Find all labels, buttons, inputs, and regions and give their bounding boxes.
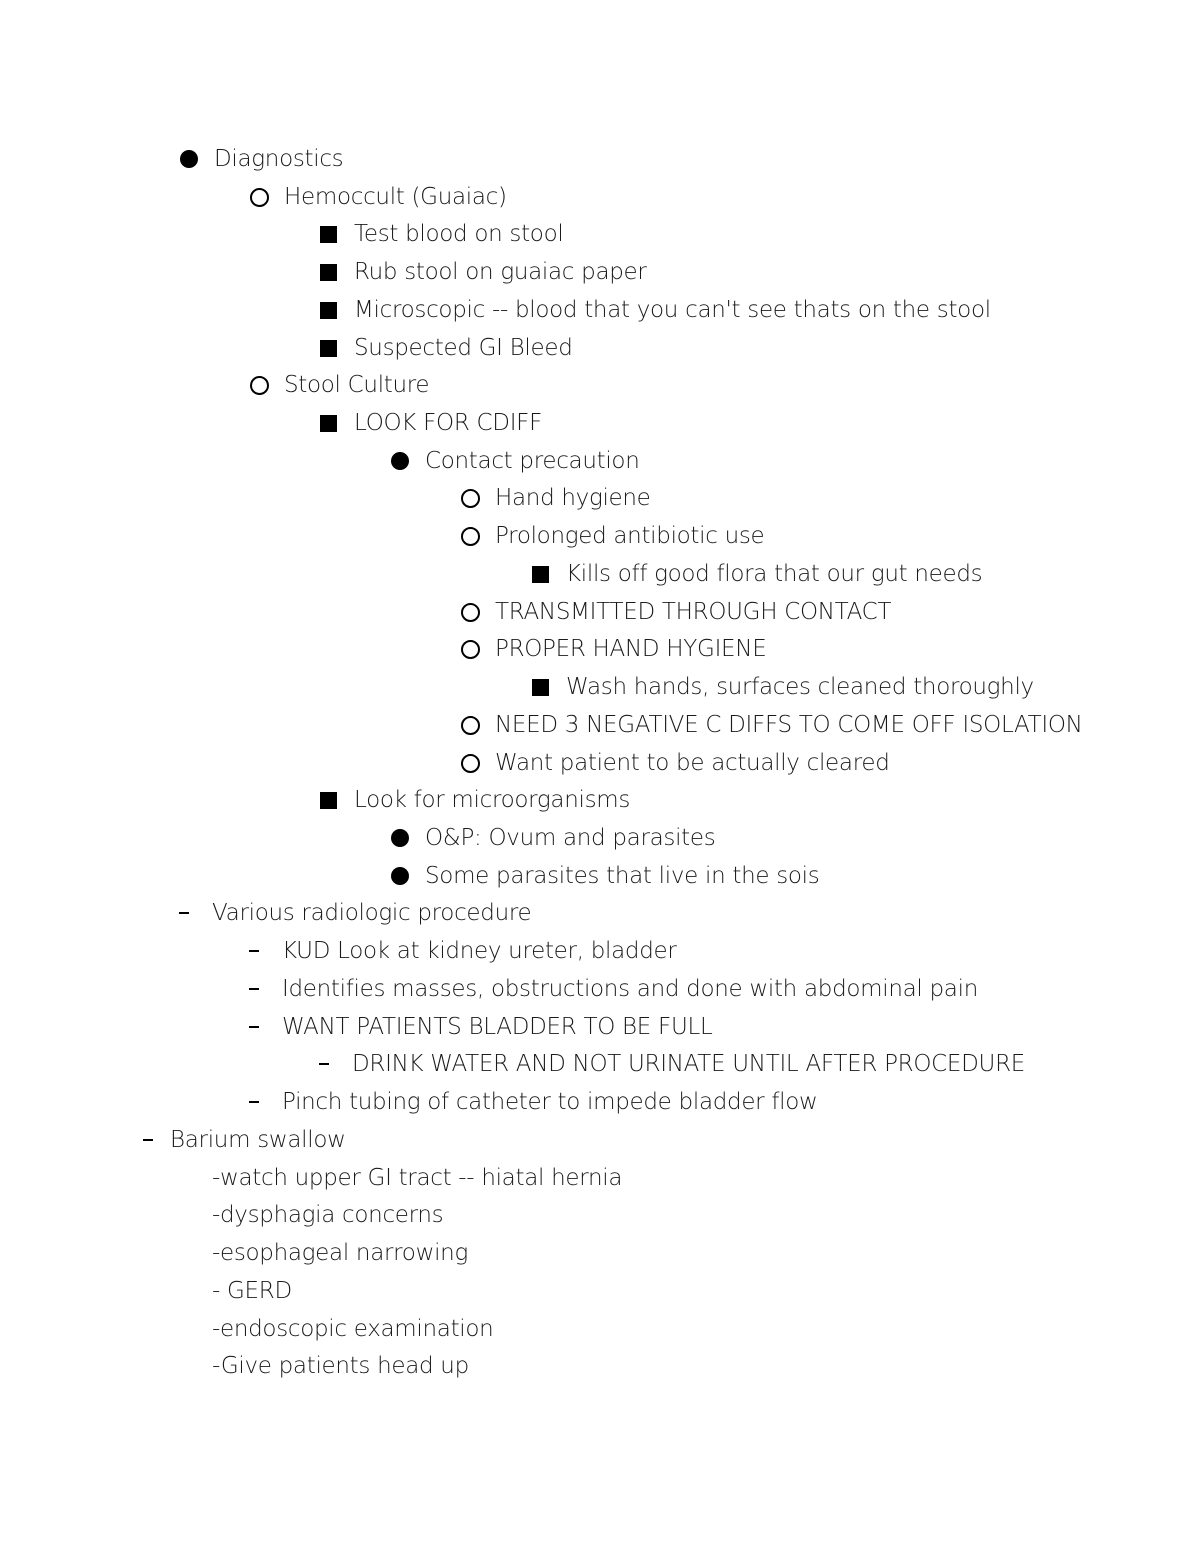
item-text: Kills off good flora that our gut needs <box>566 561 983 587</box>
filled-disc-icon <box>178 140 202 178</box>
item-text: Want patient to be actually cleared <box>495 750 890 776</box>
item-text: Prolonged antibiotic use <box>495 523 765 549</box>
item-text: Microscopic -- blood that you can't see thats on the stool <box>354 297 991 323</box>
item-text: -endoscopic examination <box>212 1316 494 1342</box>
item-text: LOOK FOR CDIFF <box>354 410 543 436</box>
filled-disc-icon <box>389 819 413 857</box>
hollow-circle-icon <box>459 517 483 555</box>
dash-icon <box>246 932 270 970</box>
item-text: DRINK WATER AND NOT URINATE UNTIL AFTER PROCEDURE <box>352 1051 1025 1077</box>
item-text: -Give patients head up <box>212 1353 469 1379</box>
filled-square-icon <box>530 668 554 706</box>
filled-square-icon <box>318 253 342 291</box>
dash-icon <box>246 1008 270 1046</box>
hollow-circle-icon <box>459 744 483 782</box>
item-text: Hemoccult (Guaiac) <box>284 184 507 210</box>
hollow-circle-icon <box>459 479 483 517</box>
filled-square-icon <box>318 291 342 329</box>
hollow-circle-icon <box>248 178 272 216</box>
item-text: Barium swallow <box>170 1127 346 1153</box>
item-text: -esophageal narrowing <box>212 1240 468 1266</box>
filled-square-icon <box>530 555 554 593</box>
item-text: WANT PATIENTS BLADDER TO BE FULL <box>282 1014 713 1040</box>
dash-icon <box>246 1083 270 1121</box>
item-text: -watch upper GI tract -- hiatal hernia <box>212 1165 623 1191</box>
item-text: - GERD <box>212 1278 292 1304</box>
filled-square-icon <box>318 215 342 253</box>
hollow-circle-icon <box>459 630 483 668</box>
hollow-circle-icon <box>459 706 483 744</box>
hollow-circle-icon <box>248 366 272 404</box>
item-text: Identifies masses, obstructions and done with abdominal pain <box>282 976 978 1002</box>
item-text: O&P: Ovum and parasites <box>425 825 716 851</box>
filled-disc-icon <box>389 857 413 895</box>
filled-square-icon <box>318 329 342 367</box>
item-text: KUD Look at kidney ureter, bladder <box>282 938 677 964</box>
item-text: Rub stool on guaiac paper <box>354 259 647 285</box>
item-text: Various radiologic procedure <box>212 900 532 926</box>
filled-disc-icon <box>389 442 413 480</box>
item-text: TRANSMITTED THROUGH CONTACT <box>495 599 892 625</box>
item-text: Wash hands, surfaces cleaned thoroughly <box>566 674 1034 700</box>
dash-icon <box>176 894 200 932</box>
dash-icon <box>316 1045 340 1083</box>
item-text: Test blood on stool <box>354 221 564 247</box>
item-text: -dysphagia concerns <box>212 1202 444 1228</box>
item-text: Diagnostics <box>214 146 344 172</box>
item-text: PROPER HAND HYGIENE <box>495 636 767 662</box>
filled-square-icon <box>318 404 342 442</box>
dash-icon <box>140 1121 164 1159</box>
item-text: Look for microorganisms <box>354 787 631 813</box>
item-text: Contact precaution <box>425 448 640 474</box>
item-text: Suspected GI Bleed <box>354 335 573 361</box>
hollow-circle-icon <box>459 593 483 631</box>
item-text: Some parasites that live in the sois <box>425 863 820 889</box>
item-text: Stool Culture <box>284 372 430 398</box>
item-text: Hand hygiene <box>495 485 651 511</box>
filled-square-icon <box>318 781 342 819</box>
item-text: NEED 3 NEGATIVE C DIFFS TO COME OFF ISOLATION <box>495 712 1083 738</box>
item-text: Pinch tubing of catheter to impede bladder flow <box>282 1089 818 1115</box>
dash-icon <box>246 970 270 1008</box>
